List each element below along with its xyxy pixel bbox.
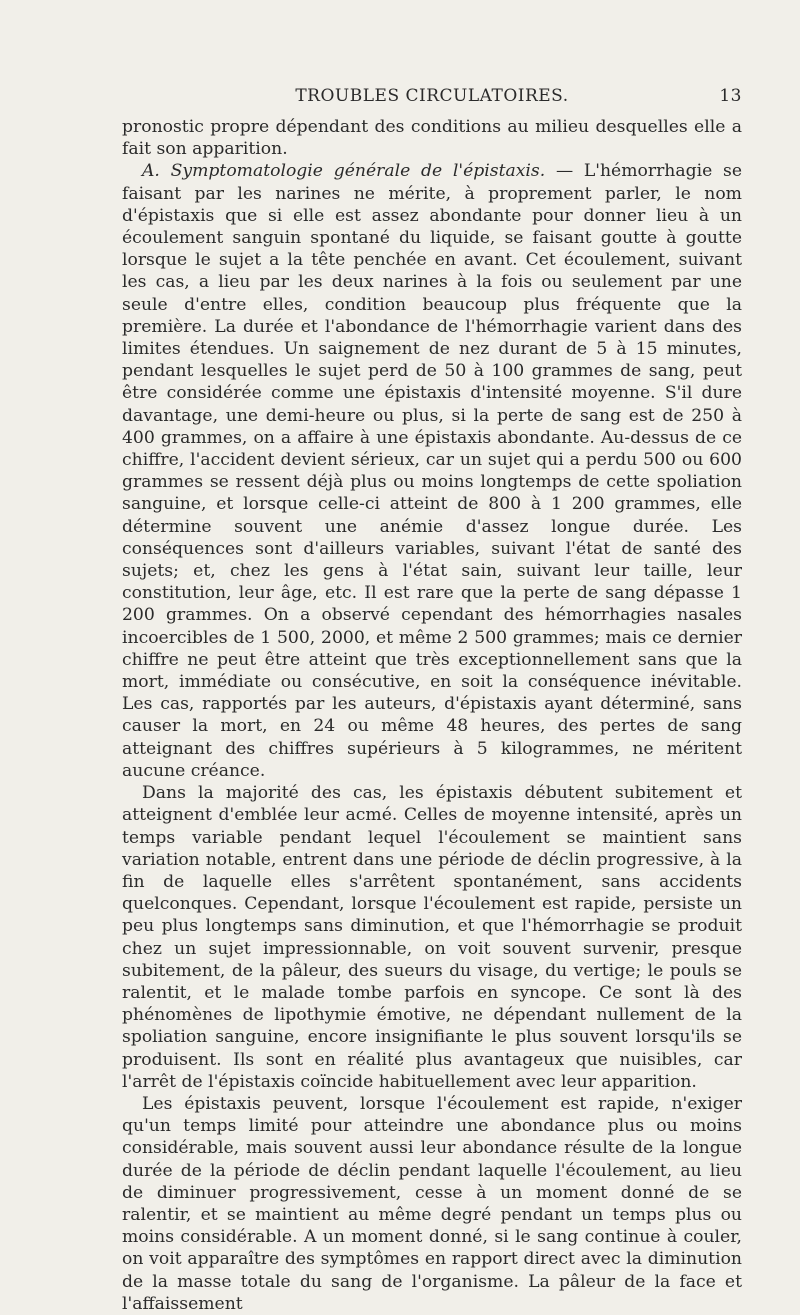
running-head: [122, 86, 742, 110]
page-number: 13: [719, 86, 742, 106]
section-label: A.: [142, 161, 160, 182]
paragraph-3: [122, 782, 742, 1093]
body-text: [122, 116, 742, 1315]
section-heading: Symptomatologie générale de l'épistaxis.: [170, 161, 546, 182]
chapter-title: TROUBLES CIRCULATOIRES.: [295, 86, 569, 106]
paragraph-4-text: Les épistaxis peuvent, lorsque l'écoulement est rapide, n'exiger qu'un temps limité pour atteindre une abondance plus ou moins considérable, mais souvent aussi leur abondance résulte de la longue durée de la période de déclin pendant laquelle l'écoulement, au lieu de diminuer progressivement, cesse à un moment donné de se ralentir, et se maintient au même degré pendant un temps plus ou moins considérable. A un moment donné, si le sang continue à couler, on voit apparaître des symptômes en rapport direct avec la diminution de la masse totale du sang de l'organisme. La pâleur de la face et l'affaissement: [122, 1093, 742, 1314]
paragraph-2-text: — L'hémorrhagie se faisant par les narines ne mérite, à proprement parler, le nom d'épistaxis que si elle est assez abondante pour donner lieu à un écoulement sanguin spontané du liquide, se faisant goutte à goutte lorsque le sujet a la tête penchée en avant. Cet écoulement, suivant les cas, a lieu par les deux narines à la fois ou seulement par une seule d'entre elles, condition beaucoup plus fréquente que la première. La durée et l'abondance de l'hémorrhagie varient dans des limites étendues. Un saignement de nez durant de 5 à 15 minutes, pendant lesquelles le sujet perd de 50 à 100 grammes de sang, peut être considérée comme une épistaxis d'intensité moyenne. S'il dure davantage, une demi-heure ou plus, si la perte de sang est de 250 à 400 grammes, on a affaire à une épistaxis abondante. Au-dessus de ce chiffre, l'accident devient sérieux, car un sujet qui a perdu 500 ou 600 grammes se ressent déjà plus ou moins longtemps de cette spoliation sanguine, et lorsque celle-ci atteint de 800 à 1 200 grammes, elle détermine souvent une anémie d'assez longue durée. Les conséquences sont d'ailleurs variables, suivant l'état de santé des sujets; et, chez les gens à l'état sain, suivant leur taille, leur constitution, leur âge, etc. Il est rare que la perte de sang dépasse 1 200 grammes. On a observé cependant des hémorrhagies nasales incoercibles de 1 500, 2000, et même 2 500 grammes; mais ce dernier chiffre ne peut être atteint que très exceptionnellement sans que la mort, immédiate ou consécutive, en soit la conséquence inévitable. Les cas, rapportés par les auteurs, d'épistaxis ayant déterminé, sans causer la mort, en 24 ou même 48 heures, des pertes de sang atteignant des chiffres supérieurs à 5 kilogrammes, ne méritent aucune créance.: [122, 161, 743, 781]
paragraph-2: [122, 160, 742, 782]
paragraph-3-text: Dans la majorité des cas, les épistaxis débutent subitement et atteignent d'emblée leur acmé. Celles de moyenne intensité, après un temps variable pendant lequel l'écoulement se maintient sans variation notable, entrent dans une période de déclin progressive, à la fin de laquelle elles s'arrêtent spontanément, sans accidents quelconques. Cependant, lorsque l'écoulement est rapide, persiste un peu plus longtemps sans diminution, et que l'hémorrhagie se produit chez un sujet impressionnable, on voit souvent survenir, presque subitement, de la pâleur, des sueurs du visage, du vertige; le pouls se ralentit, et le malade tombe parfois en syncope. Ce sont là des phénomènes de lipothymie émotive, ne dépendant nullement de la spoliation sanguine, encore insignifiante le plus souvent lorsqu'ils se produisent. Ils sont en réalité plus avantageux que nuisibles, car l'arrêt de l'épistaxis coïncide habituellement avec leur apparition.: [122, 783, 742, 1092]
paragraph-1-text: pronostic propre dépendant des conditions au milieu desquelles elle a fait son apparition.: [122, 117, 742, 160]
paragraph-4: [122, 1093, 742, 1315]
paragraph-1: [122, 116, 742, 160]
